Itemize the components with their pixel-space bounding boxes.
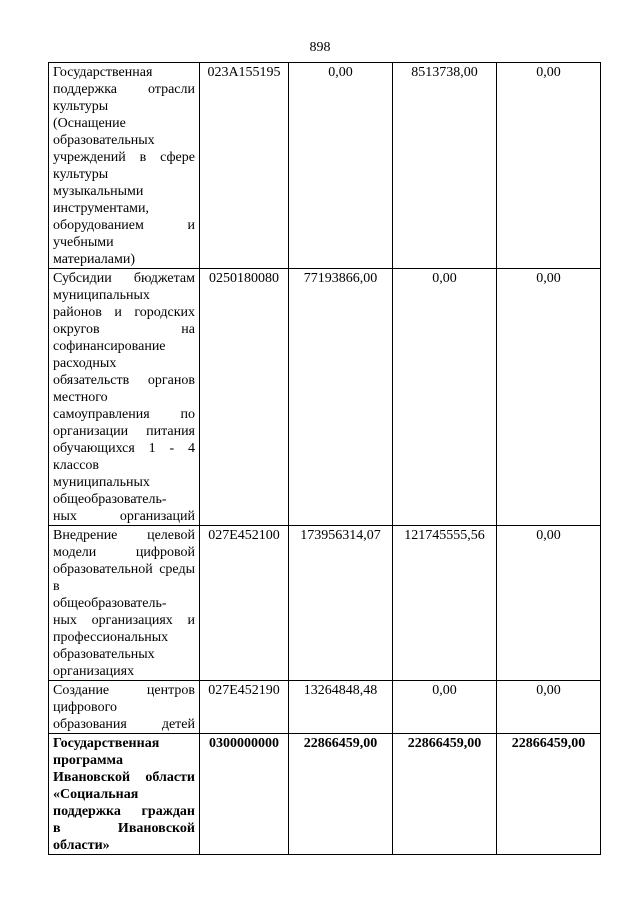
row-name-cell (49, 269, 200, 526)
row-name-line: поддержка граждан (53, 804, 195, 819)
row-value-1-cell: 0,00 (289, 63, 393, 269)
row-name-line: ных организаций (53, 509, 195, 524)
table-row (49, 269, 601, 526)
row-name-line: культуры (53, 99, 109, 114)
row-name-line: Государственная (53, 65, 153, 80)
row-name-line: профессиональных (53, 630, 169, 645)
row-name-line: расходных (53, 356, 117, 371)
row-name-line: общеобразователь- (53, 492, 167, 507)
row-name-line: программа (53, 753, 123, 768)
row-code-cell: 023A155195 (200, 63, 289, 269)
row-name-line: обучающихся 1 - 4 (53, 441, 195, 456)
row-value-3-cell: 0,00 (497, 63, 601, 269)
row-name-line: цифрового (53, 700, 117, 715)
table-row (49, 681, 601, 734)
row-name-line: районов и городских (53, 305, 195, 320)
row-code-cell: 0300000000 (200, 734, 289, 855)
row-name-line: инструментами, (53, 201, 150, 216)
row-name-line: муниципальных (53, 475, 150, 490)
row-name-line: Ивановской области (53, 770, 195, 785)
budget-table (48, 62, 601, 855)
row-name-line: образовательных (53, 647, 155, 662)
row-name-line: материалами) (53, 252, 135, 267)
row-value-1-cell: 173956314,07 (289, 526, 393, 681)
row-name-line: образовательной среды в (53, 562, 195, 594)
row-value-3-cell: 22866459,00 (497, 734, 601, 855)
table-row (49, 734, 601, 855)
row-code-cell: 027E452190 (200, 681, 289, 734)
row-value-2-cell: 8513738,00 (393, 63, 497, 269)
row-name-line: организации питания (53, 424, 195, 439)
row-name-line: музыкальными (53, 184, 144, 199)
row-name-line: общеобразователь- (53, 596, 167, 611)
row-name-line: учреждений в сфере (53, 150, 195, 165)
row-name-line: Субсидии бюджетам (53, 271, 195, 286)
row-name-line: Внедрение целевой (53, 528, 195, 543)
row-name-line: софинансирование (53, 339, 166, 354)
row-value-2-cell: 22866459,00 (393, 734, 497, 855)
row-value-1-cell: 77193866,00 (289, 269, 393, 526)
row-name-line: муниципальных (53, 288, 150, 303)
row-name-line: области» (53, 838, 110, 853)
row-code-cell: 0250180080 (200, 269, 289, 526)
row-name-line: оборудованием и (53, 218, 195, 233)
row-value-3-cell: 0,00 (497, 526, 601, 681)
row-name-line: самоуправления по (53, 407, 195, 422)
row-code-cell: 027E452100 (200, 526, 289, 681)
row-name-line: культуры (53, 167, 109, 182)
row-name-cell (49, 681, 200, 734)
row-name-cell (49, 734, 200, 855)
table-body (49, 63, 601, 855)
row-name-line: обязательств органов (53, 373, 195, 388)
row-name-line: организациях (53, 664, 135, 679)
row-name-line: округов на (53, 322, 195, 337)
row-name-line: поддержка отрасли (53, 82, 195, 97)
row-value-1-cell: 22866459,00 (289, 734, 393, 855)
row-value-2-cell: 0,00 (393, 269, 497, 526)
table-row (49, 63, 601, 269)
row-name-line: Создание центров (53, 683, 195, 698)
row-name-line: ных организациях и (53, 613, 195, 628)
row-name-cell (49, 526, 200, 681)
row-name-line: в Ивановской (53, 821, 195, 836)
row-name-line: учебными (53, 235, 114, 250)
row-value-1-cell: 13264848,48 (289, 681, 393, 734)
table-row (49, 526, 601, 681)
row-name-line: (Оснащение (53, 116, 126, 131)
row-name-line: Государственная (53, 736, 160, 751)
row-value-2-cell: 0,00 (393, 681, 497, 734)
row-name-line: модели цифровой (53, 545, 195, 560)
row-name-line: классов (53, 458, 100, 473)
row-name-line: образования детей (53, 717, 195, 732)
row-value-2-cell: 121745555,56 (393, 526, 497, 681)
page-number: 898 (309, 40, 331, 55)
row-value-3-cell: 0,00 (497, 681, 601, 734)
row-name-line: «Социальная (53, 787, 139, 802)
row-value-3-cell: 0,00 (497, 269, 601, 526)
row-name-line: образовательных (53, 133, 155, 148)
row-name-line: местного (53, 390, 108, 405)
row-name-cell (49, 63, 200, 269)
